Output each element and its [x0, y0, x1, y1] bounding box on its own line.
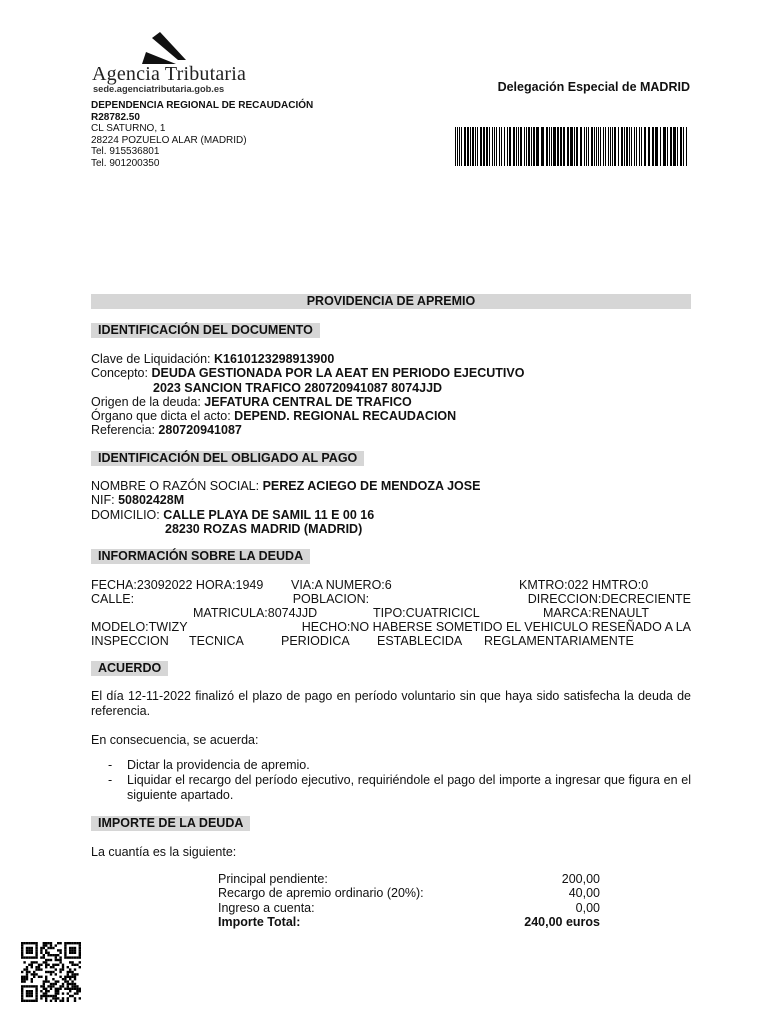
importe-label: Principal pendiente: [218, 872, 328, 886]
delegacion-title: Delegación Especial de MADRID [497, 80, 690, 94]
importe-label: Recargo de apremio ordinario (20%): [218, 886, 424, 901]
importe-total-label: Importe Total: [218, 914, 301, 929]
field-value: 280720941087 [158, 423, 242, 438]
barcode [455, 127, 687, 166]
field-value: DEPEND. REGIONAL RECAUDACION [234, 409, 457, 424]
page-title: PROVIDENCIA DE APREMIO [91, 294, 691, 309]
acuerdo-consecuencia: En consecuencia, se acuerda: [91, 733, 259, 747]
info-item: CALLE: [91, 592, 135, 606]
importe-label: Ingreso a cuenta: [218, 900, 315, 915]
acuerdo-paragraph: El día 12-11-2022 finalizó el plazo de pago en período voluntario sin que haya sido satisfecha la deuda de referencia. [91, 689, 691, 718]
logo-url-text: sede.agenciatributaria.gob.es [93, 84, 225, 94]
section-heading-deuda: INFORMACIÓN SOBRE LA DEUDA [91, 549, 310, 564]
importe-value: 40,00 [568, 886, 600, 901]
info-item: TIPO:CUATRICICL [373, 606, 480, 620]
info-item: REGLAMENTARIAMENTE [484, 634, 634, 648]
info-item: POBLACION: [292, 592, 370, 606]
address-line: DEPENDENCIA REGIONAL DE RECAUDACIÓN [91, 100, 314, 111]
list-item: - Liquidar el recargo del período ejecutivo, requiriéndole el pago del importe a ingresar que figura en el siguiente apartado. [108, 772, 691, 802]
importe-value: 200,00 [561, 872, 600, 886]
info-item: KMTRO:022 HMTRO:0 [519, 578, 649, 592]
field-label: Clave de Liquidación: [91, 352, 211, 366]
section-heading-obligado: IDENTIFICACIÓN DEL OBLIGADO AL PAGO [91, 451, 364, 466]
field-value: K1610123298913900 [214, 352, 335, 366]
field-value: 28230 ROZAS MADRID (MADRID) [165, 521, 363, 536]
address-line: R28782.50 [91, 111, 140, 123]
info-item: FECHA:23092022 HORA:1949 [91, 578, 264, 592]
field-label: NIF: [91, 493, 115, 508]
info-item: PERIODICA [281, 634, 350, 648]
table-row [218, 872, 600, 886]
info-item: VIA:A NUMERO:6 [291, 578, 392, 592]
field-label: Referencia: [91, 423, 155, 438]
field-label: Origen de la deuda: [91, 394, 201, 409]
field-label: Concepto: [91, 366, 148, 381]
obligado-identification [91, 479, 691, 536]
document-identification [91, 352, 691, 438]
info-item: DIRECCION:DECRECIENTE [527, 592, 691, 606]
qr-code-icon [21, 942, 81, 1002]
debt-information [91, 578, 691, 648]
address-line: Tel. 901200350 [91, 157, 160, 169]
field-label: Órgano que dicta el acto: [91, 409, 231, 424]
field-value: 2023 SANCION TRAFICO 280720941087 8074JJD [153, 380, 443, 395]
table-row [218, 886, 600, 900]
logo-brand-text: Agencia Tributaria [92, 63, 247, 85]
info-item: TECNICA [189, 634, 244, 648]
importe-value: 0,00 [575, 900, 600, 915]
list-item: - Dictar la providencia de apremio. [91, 758, 691, 773]
acuerdo-list [91, 758, 691, 802]
list-item-text: Dictar la providencia de apremio. [127, 758, 310, 772]
info-item: MARCA:RENAULT [543, 606, 650, 620]
section-heading-acuerdo: ACUERDO [91, 661, 168, 676]
agencia-tributaria-logo [90, 30, 250, 98]
field-value: CALLE PLAYA DE SAMIL 11 E 00 16 [163, 507, 375, 522]
section-heading-importe: IMPORTE DE LA DEUDA [91, 816, 250, 831]
field-value: JEFATURA CENTRAL DE TRAFICO [204, 394, 412, 409]
importe-total-value: 240,00 euros [524, 914, 600, 929]
importe-table [218, 872, 600, 929]
importe-intro: La cuantía es la siguiente: [91, 845, 237, 859]
address-line: Tel. 915536801 [91, 146, 160, 158]
field-value: DEUDA GESTIONADA POR LA AEAT EN PERIODO EJECUTIVO [151, 366, 525, 381]
table-row-total [218, 915, 600, 929]
field-value: 50802428M [118, 493, 185, 508]
address-line: 28224 POZUELO ALAR (MADRID) [91, 134, 247, 146]
info-item [91, 606, 193, 620]
field-value: PEREZ ACIEGO DE MENDOZA JOSE [262, 479, 481, 493]
address-line: CL SATURNO, 1 [91, 123, 166, 135]
sender-address [91, 100, 313, 170]
info-item: ESTABLECIDA [377, 634, 463, 648]
info-item: MODELO:TWIZY [91, 620, 188, 634]
info-item: INSPECCION [91, 634, 169, 648]
info-item: HECHO:NO HABERSE SOMETIDO EL VEHICULO RESEÑADO A LA [301, 620, 691, 634]
info-item: MATRICULA:8074JJD [193, 606, 318, 620]
table-row [218, 901, 600, 915]
field-label: DOMICILIO: [91, 507, 160, 522]
field-label: NOMBRE O RAZÓN SOCIAL: [91, 479, 260, 493]
section-heading-documento: IDENTIFICACIÓN DEL DOCUMENTO [91, 323, 320, 338]
list-item-text: Liquidar el recargo del período ejecutivo, requiriéndole el pago del importe a ingresar que figura en el siguiente apartado. [127, 772, 691, 802]
